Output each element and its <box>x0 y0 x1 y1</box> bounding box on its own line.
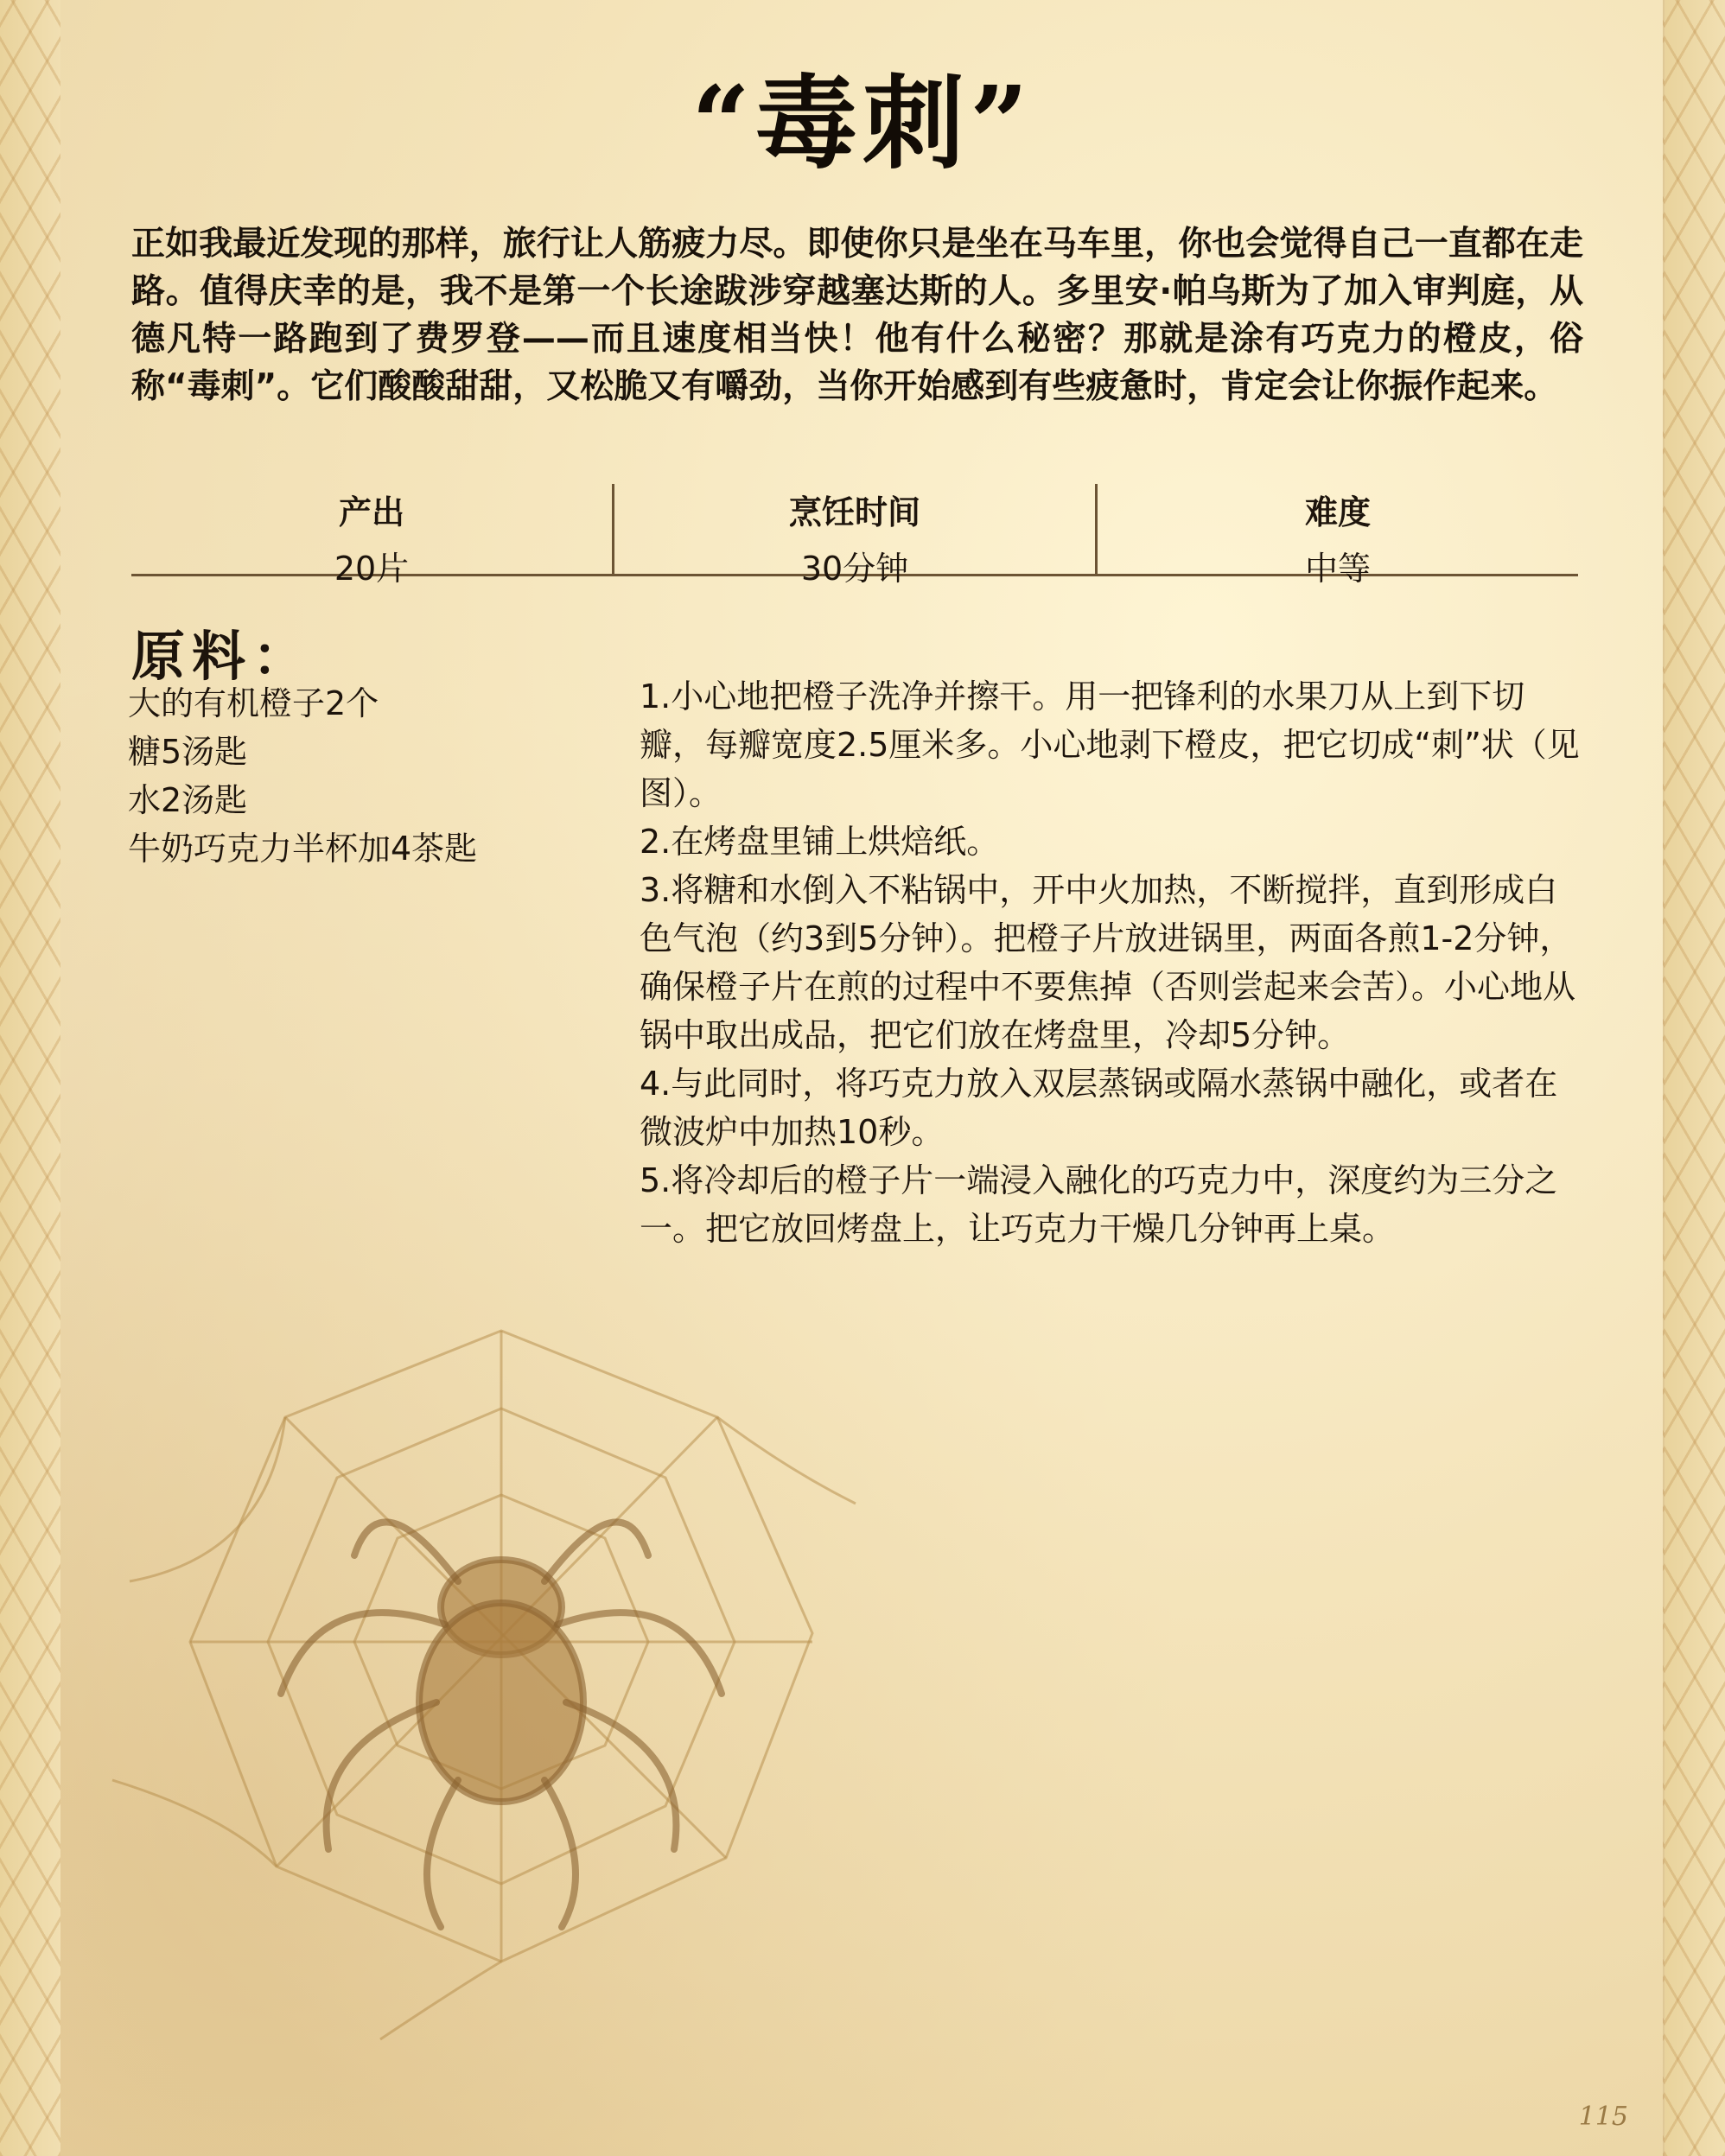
page-number: 115 <box>1578 2102 1628 2132</box>
stat-value: 20片 <box>334 550 410 588</box>
ingredients-list <box>128 679 612 873</box>
stat-label: 产出 <box>338 493 404 531</box>
instruction-step: 4.与此同时，将巧克力放入双层蒸锅或隔水蒸锅中融化，或者在微波炉中加热10秒。 <box>640 1065 1558 1151</box>
stat-label: 难度 <box>1304 493 1371 531</box>
ingredient-item: 水2汤匙 <box>128 781 248 819</box>
recipe-stats-table <box>131 484 1578 588</box>
recipe-intro: 正如我最近发现的那样，旅行让人筋疲力尽。即使你只是坐在马车里，你也会觉得自己一直都在走路。值得庆幸的是，我不是第一个长途跋涉穿越塞达斯的人。多里安·帕乌斯为了加入审判庭，从德凡特一路跑到了费罗登——而且速度相当快！他有什么秘密？那就是涂有巧克力的橙皮，俗称“毒刺”。它们酸酸甜甜，又松脆又有嚼劲，当你开始感到有些疲惫时，肯定会让你振作起来。 <box>131 225 1583 406</box>
ingredients-heading: 原料： <box>131 625 314 688</box>
stat-cook-time <box>612 484 1095 588</box>
ingredient-item: 大的有机橙子2个 <box>128 684 379 722</box>
ingredient-item: 牛奶巧克力半杯加4茶匙 <box>128 830 478 868</box>
instruction-step: 1.小心地把橙子洗净并擦干。用一把锋利的水果刀从上到下切瓣，每瓣宽度2.5厘米多。小心地剥下橙皮，把它切成“刺”状（见图）。 <box>640 677 1580 812</box>
instruction-step: 5.将冷却后的橙子片一端浸入融化的巧克力中，深度约为三分之一。把它放回烤盘上，让巧克力干燥几分钟再上桌。 <box>640 1161 1558 1248</box>
stat-value: 中等 <box>1304 550 1371 588</box>
left-decorative-border <box>0 0 60 2156</box>
stat-value: 30分钟 <box>800 550 909 588</box>
ingredient-item: 糖5汤匙 <box>128 733 248 771</box>
instruction-step: 2.在烤盘里铺上烘焙纸。 <box>640 823 1000 861</box>
stat-difficulty <box>1095 484 1578 588</box>
recipe-title: “毒刺” <box>691 63 1034 183</box>
instruction-step: 3.将糖和水倒入不粘锅中，开中火加热，不断搅拌，直到形成白色气泡（约3到5分钟）。把橙子片放进锅里，两面各煎1-2分钟，确保橙子片在煎的过程中不要焦掉（否则尝起来会苦）。小心地从锅中取出成品，把它们放在烤盘里，冷却5分钟。 <box>640 871 1576 1054</box>
spider-web-illustration <box>95 1296 899 2074</box>
stat-yield <box>131 484 612 588</box>
instructions <box>640 672 1582 1253</box>
stat-label: 烹饪时间 <box>788 493 920 531</box>
right-decorative-border <box>1663 0 1725 2156</box>
